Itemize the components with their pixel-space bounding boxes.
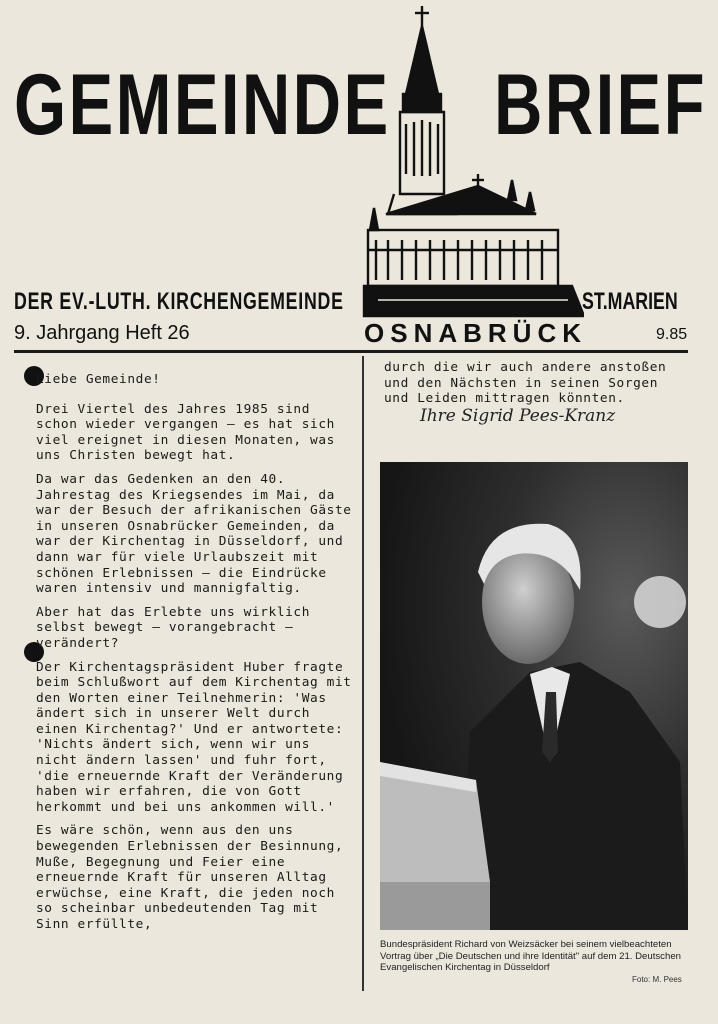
masthead-title-left: GEMEINDE [14,57,391,153]
letter-paragraph: Drei Viertel des Jahres 1985 sind schon wieder vergangen – es hat sich viel ereignet in diesen Monaten, was uns Christen bewegt hat. [36,401,335,464]
letter-greeting: Liebe Gemeinde! [36,372,161,387]
issue-number: 9. Jahrgang Heft 26 [14,322,190,344]
letter-continuation: durch die wir auch andere anstoßen und den Nächsten in seinen Sorgen und Leiden mittragen könnten. [384,360,667,407]
issue-date: 9.85 [656,326,688,343]
letter-paragraph: Es wäre schön, wenn aus den uns bewegenden Erlebnissen der Besinnung, Muße, Begegnung und Feier eine erneuernde Kraft für unseren Alltag erwüchse, eine Kraft, die jeden noch so scheinbar unbedeutenden Tag mit Sinn erfüllte, [36,823,344,932]
masthead-parish: ST.MARIEN [582,288,678,315]
column-divider [362,356,364,991]
letter-column-right [384,360,690,407]
photo-caption: Bundespräsident Richard von Weizsäcker bei seinem vielbeachteten Vortrag über „Die Deutschen und ihre Identität" auf dem 21. Deutschen Evangelischen Kirchentag in Düsseldorf [380,939,681,974]
letter-column-left [36,372,354,941]
letter-paragraph: Der Kirchentagspräsident Huber fragte beim Schlußwort auf dem Kirchentag mit den Worten einer Teilnehmerin: 'Was ändert sich in unserer Welt durch einen Kirchentag?' Und er antwortete: 'Nichts ändert sich, wenn wir uns nicht ändern lassen' und fuhr fort, 'die erneuernde Kraft der Veränderung haben wir erfahren, die von Gott herkommt und bei uns ankommen will.' [36,659,352,815]
speaker-photo [380,462,688,930]
masthead-title-right: BRIEF [494,57,707,153]
masthead-subtitle: DER EV.-LUTH. KIRCHENGEMEINDE [14,288,344,315]
church-logo [358,4,584,324]
photo-credit: Foto: M. Pees [632,975,682,984]
letter-paragraph: Da war das Gedenken an den 40. Jahrestag des Kriegsendes im Mai, da war der Besuch der afrikanischen Gäste in unseren Osnabrücker Gemeinden, da war der Kirchentag in Düsseldorf, und dann war für viele Urlaubszeit mit schönen Erlebnissen – die Eindrücke waren intensiv und mannigfaltig. [36,471,352,597]
handwritten-signature: Ihre Sigrid Pees-Kranz [420,406,616,426]
masthead-divider [14,350,688,353]
letter-paragraph: Aber hat das Erlebte uns wirklich selbst bewegt – vorangebracht – verändert? [36,604,311,651]
masthead-city: OSNABRÜCK [364,318,587,348]
